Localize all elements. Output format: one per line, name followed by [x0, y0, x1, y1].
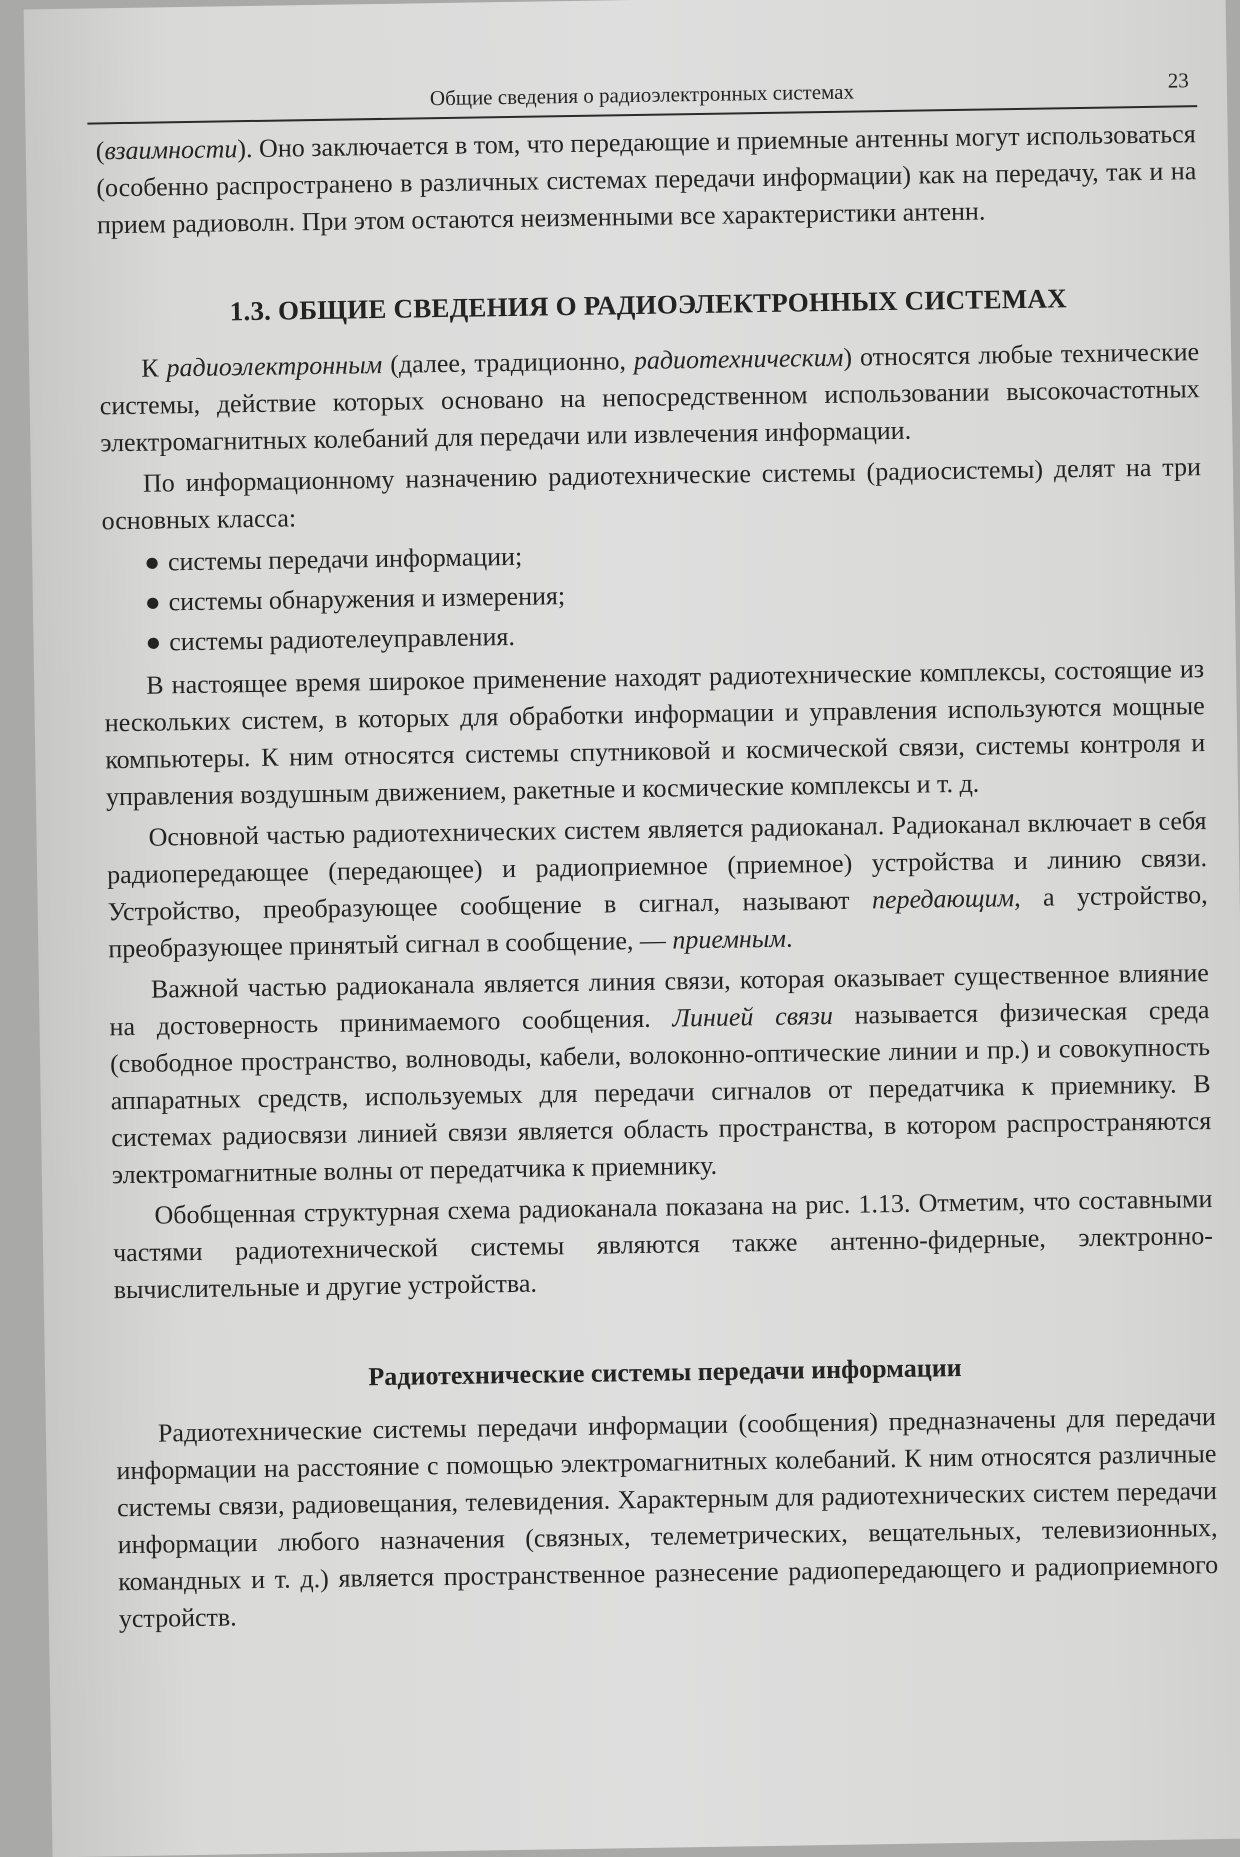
p1-text-2: (далее, традиционно, — [382, 346, 635, 379]
paragraph-radiochannel — [106, 802, 1208, 967]
term-radiotechnical: радиотехническим — [633, 342, 844, 376]
term-transmitting: передающим — [871, 883, 1015, 915]
p5-text-2: называется физическая среда (свободное пространство, волноводы, кабели, волоконно-оптические линии и пр.) и совокупность аппаратных средств, используемых для передачи сигналов от передатчика к приемнику. В системах радиосвязи линией связи является область пространства, в котором распространяются электромагнитные волны от передатчика к приемнику. — [109, 995, 1212, 1190]
book-page — [24, 0, 1240, 1857]
term-radioelectronic: радиоэлектронным — [166, 349, 383, 383]
intro-term: взаимности — [104, 134, 238, 166]
p1-text-3: ) относятся любые технические системы, действие которых основано на непосредственном использовании высокочастотных электромагнитных колебаний для передачи или извлечения информации. — [99, 337, 1200, 458]
paragraph-link — [109, 954, 1212, 1193]
page-header — [86, 49, 1197, 124]
p5-text-1: Важной частью радиоканала является линия связи, которая оказывает существенное влияние на достоверность принимаемого сообщения. — [109, 958, 1210, 1042]
paragraph-transmission-systems: Радиотехнические системы передачи информации (сообщения) предназначены для передачи информации на расстояние с помощью электромагнитных колебаний. К ним относятся различные системы связи, радиовещания, телевидения. Характерным для радиотехнических систем передачи информации любого назначения (связных, телеметрических, вещательных, телевизионных, командных и т. д.) является пространственное разнесение радиопередающего и радиоприемного устройств. — [116, 1402, 1219, 1634]
p1-text-1: К — [140, 353, 167, 383]
p4-text-3: . — [785, 923, 793, 953]
list-item-text: системы передачи информации; — [167, 541, 523, 577]
running-title: Общие сведения о радиоэлектронных системах — [429, 79, 855, 111]
paragraph-classes: По информационному назначению радиотехнические системы (радиосистемы) делят на три основных класса: — [101, 452, 1202, 536]
p4-text-2: , а устройство, преобразующее принятый сигнал в сообщение, — — [108, 880, 1208, 964]
bullet-icon: ● — [144, 587, 161, 617]
section-title: 1.3. ОБЩИЕ СВЕДЕНИЯ О РАДИОЭЛЕКТРОННЫХ СИСТЕМАХ — [229, 283, 1067, 327]
intro-open-paren: ( — [95, 136, 105, 166]
term-receiving: приемным — [672, 923, 787, 955]
subsection-title: Радиотехнические системы передачи информации — [368, 1352, 962, 1392]
intro-paragraph — [95, 115, 1197, 243]
list-item-text: системы обнаружения и измерения; — [168, 581, 566, 617]
page-body — [95, 115, 1219, 1641]
p4-text-1: Основной частью радиотехнических систем является радиоканал. Радиоканал включает в себя радиопередающее (передающее) и радиоприемное (приемное) устройства и линию связи. Устройство, преобразующее сообщение в сигнал, называют — [106, 806, 1208, 927]
list-item-text: системы радиотелеуправления. — [169, 621, 516, 657]
paragraph-scheme: Обобщенная структурная схема радиоканала показана на рис. 1.13. Отметим, что составными частями радиотехнической системы являются также антенно-фидерные, электронно-вычислительные и другие устройства. — [112, 1184, 1214, 1305]
intro-text: ). Оно заключается в том, что передающие и приемные антенны могут использоваться (особенно распространено в различных системах передачи информации) как на передачу, так и на прием радиоволн. При этом остаются неизменными все характеристики антенн. — [96, 119, 1197, 240]
paragraph-complexes: В настоящее время широкое применение находят радиотехнические комплексы, состоящие из нескольких систем, в которых для обработки информации и управления используются мощные компьютеры. К ним относятся системы спутниковой и космической связи, системы контроля и управления воздушным движением, ракетные и космические комплексы и т. д. — [104, 654, 1206, 812]
bullet-icon: ● — [145, 627, 162, 657]
classes-list — [144, 526, 1204, 663]
term-communication-line: Линией связи — [672, 1000, 834, 1033]
bullet-icon: ● — [144, 547, 161, 577]
paragraph-definition — [99, 333, 1201, 461]
page-number: 23 — [1167, 68, 1190, 93]
